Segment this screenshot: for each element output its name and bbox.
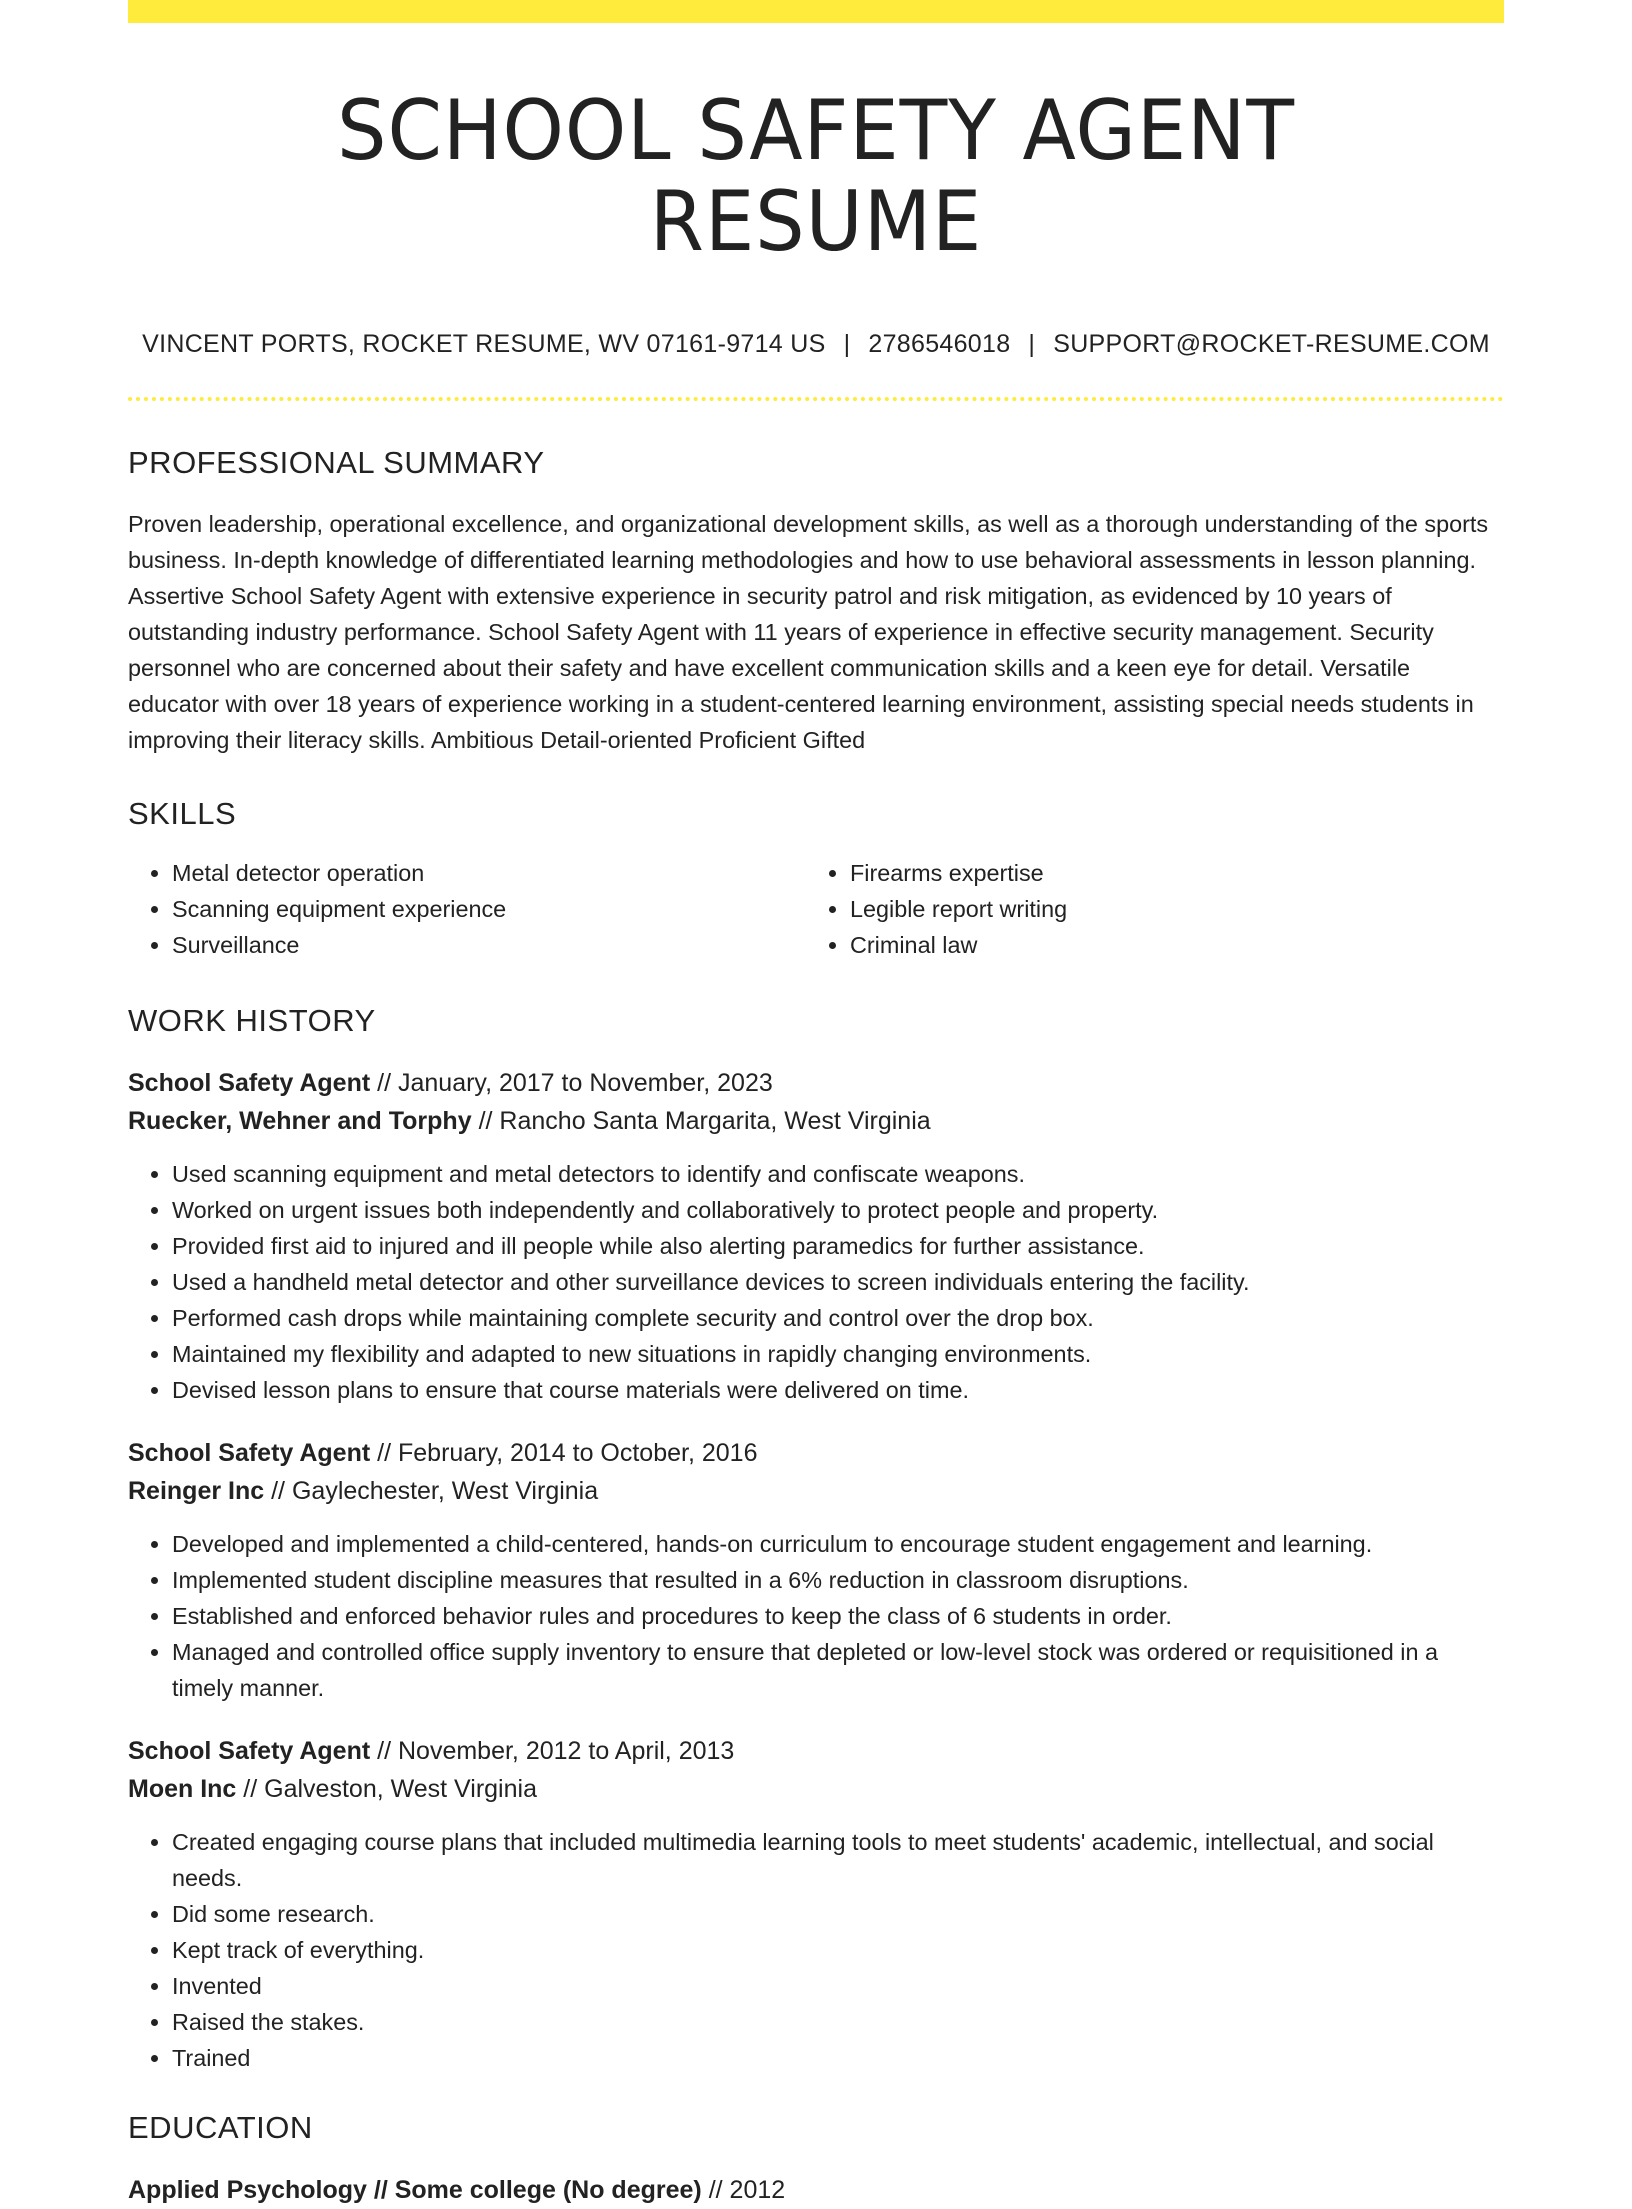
job-entry xyxy=(128,1064,1504,1408)
skill-item: • Firearms expertise xyxy=(850,855,1484,891)
job-separator: // xyxy=(377,1438,392,1467)
skills-heading: SKILLS xyxy=(128,795,237,831)
contact-separator: | xyxy=(843,329,851,358)
work-history-heading: WORK HISTORY xyxy=(128,1002,376,1038)
education-entry xyxy=(128,2171,1504,2209)
education-heading: EDUCATION xyxy=(128,2109,313,2145)
contact-email: SUPPORT@ROCKET-RESUME.COM xyxy=(1053,329,1490,358)
job-location: Gaylechester, West Virginia xyxy=(291,1476,599,1505)
job-bullet: • Worked on urgent issues both independently and collaboratively to protect people and property. xyxy=(172,1192,1504,1228)
education-year: 2012 xyxy=(729,2175,786,2204)
resume-page xyxy=(128,0,1504,2209)
job-entry xyxy=(128,1732,1504,2076)
job-separator: // xyxy=(243,1774,258,1803)
job-company: Reinger Inc xyxy=(128,1476,265,1505)
job-bullet: • Managed and controlled office supply inventory to ensure that depleted or low-level stock was ordered or requisitioned in a timely manner. xyxy=(172,1634,1504,1706)
job-bullet: • Used a handheld metal detector and other surveillance devices to screen individuals entering the facility. xyxy=(172,1264,1504,1300)
skills-column-left xyxy=(128,855,806,963)
education-separator: // xyxy=(708,2175,723,2204)
job-company-line xyxy=(128,1472,1504,1510)
job-bullet: • Raised the stakes. xyxy=(172,2004,1504,2040)
job-location: Rancho Santa Margarita, West Virginia xyxy=(499,1106,931,1135)
contact-line xyxy=(128,329,1504,358)
job-bullet: • Performed cash drops while maintaining complete security and control over the drop box. xyxy=(172,1300,1504,1336)
skills-list xyxy=(128,855,1504,963)
resume-title: SCHOOL SAFETY AGENT RESUME xyxy=(336,82,1296,271)
summary-heading: PROFESSIONAL SUMMARY xyxy=(128,444,545,480)
job-role: School Safety Agent xyxy=(128,1736,371,1765)
job-bullet: • Devised lesson plans to ensure that course materials were delivered on time. xyxy=(172,1372,1504,1408)
skill-item: • Metal detector operation xyxy=(172,855,806,891)
job-bullet: • Developed and implemented a child-centered, hands-on curriculum to encourage student engagement and learning. xyxy=(172,1526,1504,1562)
contact-phone: 2786546018 xyxy=(868,329,1011,358)
job-bullet: • Used scanning equipment and metal detectors to identify and confiscate weapons. xyxy=(172,1156,1504,1192)
job-bullet: • Trained xyxy=(172,2040,1504,2076)
job-dates: January, 2017 to November, 2023 xyxy=(397,1068,773,1097)
job-title-line xyxy=(128,1434,1504,1472)
job-company-line xyxy=(128,1102,1504,1140)
job-role: School Safety Agent xyxy=(128,1438,371,1467)
job-role: School Safety Agent xyxy=(128,1068,371,1097)
contact-separator: | xyxy=(1028,329,1036,358)
education-degree: Applied Psychology // Some college (No degree) xyxy=(128,2175,702,2204)
dotted-divider xyxy=(128,397,1504,401)
job-bullet: • Provided first aid to injured and ill people while also alerting paramedics for further assistance. xyxy=(172,1228,1504,1264)
job-bullets xyxy=(128,1824,1504,2076)
accent-bar xyxy=(128,0,1504,23)
skills-column-right xyxy=(806,855,1484,963)
job-company-line xyxy=(128,1770,1504,1808)
job-bullet: • Invented xyxy=(172,1968,1504,2004)
job-entry xyxy=(128,1434,1504,1706)
job-dates: November, 2012 to April, 2013 xyxy=(397,1736,735,1765)
job-location: Galveston, West Virginia xyxy=(264,1774,537,1803)
job-separator: // xyxy=(377,1736,392,1765)
job-company: Moen Inc xyxy=(128,1774,237,1803)
job-company: Ruecker, Wehner and Torphy xyxy=(128,1106,472,1135)
summary-text: Proven leadership, operational excellence, and organizational development skills, as well as a thorough understanding of the sports business. In-depth knowledge of differentiated learning methodologies and how to use behavioral assessments in lesson planning. Assertive School Safety Agent with extensive experience in security patrol and risk mitigation, as evidenced by 10 years of outstanding industry performance. School Safety Agent with 11 years of experience in effective security management. Security personnel who are concerned about their safety and have excellent communication skills and a keen eye for detail. Versatile educator with over 18 years of experience working in a student-centered learning environment, assisting special needs students in improving their literacy skills. Ambitious Detail-oriented Proficient Gifted xyxy=(128,510,1489,753)
job-bullet: • Established and enforced behavior rules and procedures to keep the class of 6 students in order. xyxy=(172,1598,1504,1634)
job-bullet: • Created engaging course plans that included multimedia learning tools to meet students' academic, intellectual, and social needs. xyxy=(172,1824,1504,1896)
job-separator: // xyxy=(478,1106,493,1135)
job-dates: February, 2014 to October, 2016 xyxy=(397,1438,758,1467)
skill-item: • Surveillance xyxy=(172,927,806,963)
job-separator: // xyxy=(377,1068,392,1097)
job-bullet: • Maintained my flexibility and adapted to new situations in rapidly changing environments. xyxy=(172,1336,1504,1372)
job-bullet: • Implemented student discipline measures that resulted in a 6% reduction in classroom disruptions. xyxy=(172,1562,1504,1598)
job-bullets xyxy=(128,1156,1504,1408)
skill-item: • Scanning equipment experience xyxy=(172,891,806,927)
job-bullet: • Kept track of everything. xyxy=(172,1932,1504,1968)
job-title-line xyxy=(128,1732,1504,1770)
contact-address: VINCENT PORTS, ROCKET RESUME, WV 07161-9714 US xyxy=(142,329,826,358)
job-separator: // xyxy=(271,1476,286,1505)
job-bullets xyxy=(128,1526,1504,1706)
job-title-line xyxy=(128,1064,1504,1102)
skill-item: • Legible report writing xyxy=(850,891,1484,927)
skill-item: • Criminal law xyxy=(850,927,1484,963)
job-bullet: • Did some research. xyxy=(172,1896,1504,1932)
